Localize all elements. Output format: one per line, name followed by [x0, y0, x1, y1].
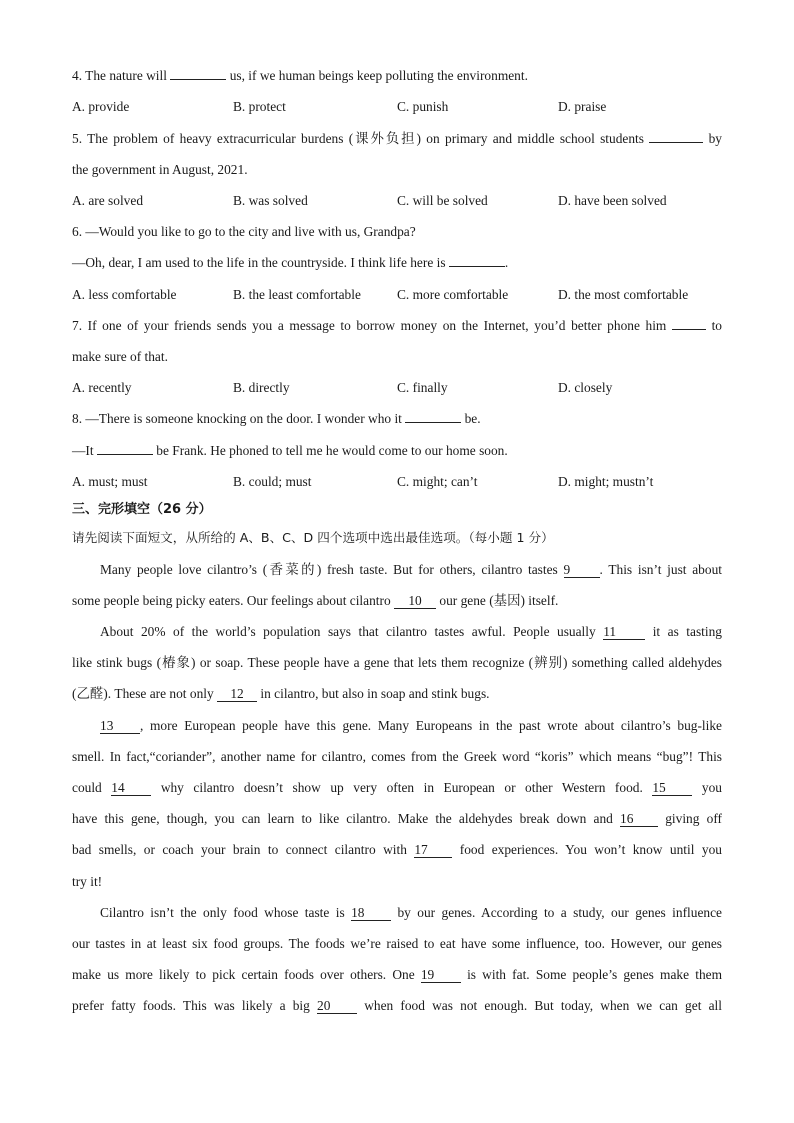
answer-blank — [97, 454, 153, 455]
cloze-blank-9: 9 — [564, 563, 600, 578]
option-a: A. provide — [72, 99, 130, 114]
passage-line: make us more likely to pick certain foods over others. One 19 is with fat. Some people’s genes make them — [72, 967, 722, 982]
cloze-blank-13: 13 — [100, 719, 140, 734]
option-a: A. are solved — [72, 193, 144, 208]
question-6 — [72, 224, 416, 240]
option-c: C. more comfortable — [397, 287, 509, 302]
passage-line: prefer fatty foods. This was likely a big 20 when food was not enough. But today, when we can get all — [72, 998, 722, 1013]
question-text: . — [504, 255, 509, 270]
question-number: 4. — [72, 68, 83, 83]
question-6-reply — [72, 255, 508, 271]
section-instruction: 请先阅读下面短文，从所给的 A、B、C、D 四个选项中选出最佳选项。（每小题 1 分） — [72, 530, 554, 545]
answer-blank — [405, 422, 461, 423]
question-7-continued: make sure of that. — [72, 349, 168, 364]
cloze-blank-10: 10 — [394, 594, 436, 609]
question-text: —Oh, dear, I am used to the life in the countryside. I think life here is — [72, 255, 446, 270]
answer-blank — [449, 266, 505, 267]
cloze-blank-14: 14 — [111, 781, 151, 796]
passage-line: our tastes in at least six food groups. The foods we’re raised to eat have some influence, too. However, our genes — [72, 936, 722, 951]
option-a: A. must; must — [72, 474, 148, 489]
option-b: B. protect — [233, 99, 286, 114]
cloze-blank-19: 19 — [421, 968, 461, 983]
passage-line: smell. In fact,“coriander”, another name for cilantro, comes from the Greek word “koris” which means “bug”! This — [72, 749, 722, 764]
question-text: us, if we human beings keep polluting the environment. — [229, 68, 528, 83]
option-c: C. might; can’t — [397, 474, 478, 489]
passage-line: Many people love cilantro’s (香菜的) fresh taste. But for others, cilantro tastes 9 . This isn’t just about — [100, 562, 722, 577]
question-number: 5. — [72, 131, 83, 146]
option-d: D. praise — [558, 99, 607, 114]
option-b: B. the least comfortable — [233, 287, 361, 302]
question-7 — [72, 318, 722, 334]
question-number: 7. — [72, 318, 83, 333]
passage-line: try it! — [72, 874, 103, 889]
answer-blank — [649, 142, 703, 143]
question-number: 6. — [72, 224, 83, 239]
passage-line: 13 , more European people have this gene. Many Europeans in the past wrote about cilantro’s bug-like — [100, 718, 722, 733]
question-5 — [72, 131, 722, 147]
option-b: B. directly — [233, 380, 290, 395]
question-4 — [72, 68, 528, 84]
section-title: 三、完形填空（26 分） — [72, 502, 212, 517]
question-text: to — [711, 318, 722, 333]
option-d: D. might; mustn’t — [558, 474, 654, 489]
passage-line: like stink bugs (椿象) or soap. These people have a gene that lets them recognize (辨别) something called aldehydes — [72, 655, 722, 670]
option-b: B. could; must — [233, 474, 312, 489]
cloze-blank-12: 12 — [217, 687, 257, 702]
option-c: C. finally — [397, 380, 448, 395]
question-8 — [72, 411, 481, 427]
answer-blank — [170, 79, 226, 80]
passage-line: have this gene, though, you can learn to like cilantro. Make the aldehydes break down and 16 giving off — [72, 811, 722, 826]
question-text: —It — [72, 443, 94, 458]
option-d: D. the most comfortable — [558, 287, 689, 302]
question-number: 8. — [72, 411, 83, 426]
cloze-blank-20: 20 — [317, 999, 357, 1014]
option-d: D. closely — [558, 380, 613, 395]
option-c: C. will be solved — [397, 193, 488, 208]
passage-line: bad smells, or coach your brain to connect cilantro with 17 food experiences. You won’t know until you — [72, 842, 722, 857]
option-d: D. have been solved — [558, 193, 667, 208]
option-c: C. punish — [397, 99, 449, 114]
question-text: If one of your friends sends you a message to borrow money on the Internet, you’d better phone him — [87, 318, 667, 333]
question-text: be. — [464, 411, 481, 426]
passage-line: About 20% of the world’s population says that cilantro tastes awful. People usually 11 it as tasting — [100, 624, 722, 639]
cloze-blank-17: 17 — [414, 843, 452, 858]
question-5-continued: the government in August, 2021. — [72, 162, 248, 177]
option-a: A. less comfortable — [72, 287, 177, 302]
passage-line: (乙醛). These are not only 12 in cilantro, but also in soap and stink bugs. — [72, 686, 490, 701]
cloze-blank-11: 11 — [603, 625, 645, 640]
question-8-reply — [72, 443, 508, 459]
question-text: be Frank. He phoned to tell me he would come to our home soon. — [156, 443, 508, 458]
question-text: The nature will — [85, 68, 167, 83]
cloze-blank-18: 18 — [351, 906, 391, 921]
question-text: by — [708, 131, 722, 146]
question-text: —There is someone knocking on the door. I wonder who it — [85, 411, 402, 426]
option-a: A. recently — [72, 380, 132, 395]
answer-blank — [672, 329, 706, 330]
question-text: The problem of heavy extracurricular burdens (课外负担) on primary and middle school students — [87, 131, 644, 146]
passage-line: Cilantro isn’t the only food whose taste is 18 by our genes. According to a study, our genes influence — [100, 905, 722, 920]
cloze-blank-15: 15 — [652, 781, 692, 796]
passage-line: some people being picky eaters. Our feelings about cilantro 10 our gene (基因) itself. — [72, 593, 559, 608]
option-b: B. was solved — [233, 193, 308, 208]
question-text: —Would you like to go to the city and live with us, Grandpa? — [85, 224, 416, 239]
passage-line: could 14 why cilantro doesn’t show up very often in European or other Western food. 15 you — [72, 780, 722, 795]
cloze-blank-16: 16 — [620, 812, 658, 827]
